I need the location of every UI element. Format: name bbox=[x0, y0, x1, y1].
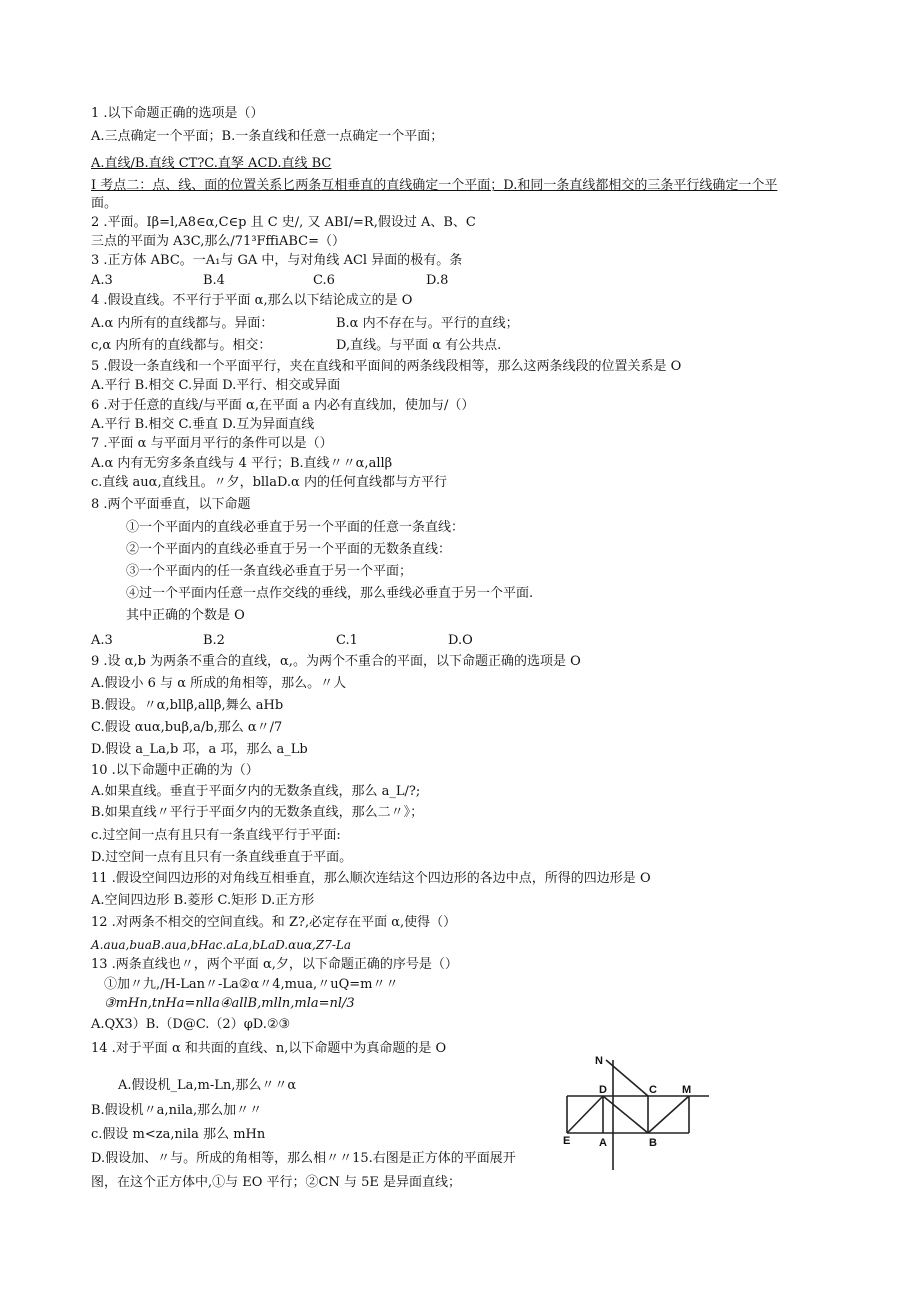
q14-option-b: B.假设机〃a,nila,那么加〃〃 bbox=[91, 1103, 263, 1118]
q4-option-a: A.α 内所有的直线都与。异面： bbox=[91, 316, 274, 331]
q4-option-b: B.α 内不存在与。平行的直线； bbox=[336, 316, 519, 331]
q7-stem: 7 .平面 α 与平面月平行的条件可以是（） bbox=[91, 436, 333, 451]
q8-option-c: C.1 bbox=[336, 633, 358, 648]
figure-label-d: D bbox=[599, 1084, 607, 1096]
q14-option-d: D.假设加、〃与。所成的角相等，那么相〃〃15.右图是正方体的平面展开 bbox=[91, 1151, 516, 1166]
q9-option-a: A.假设小 6 与 α 所成的角相等，那么。〃人 bbox=[91, 676, 347, 691]
q11-options: A.空间四边形 B.菱形 C.矩形 D.正方形 bbox=[91, 893, 315, 908]
q14-option-c: c.假设 m<za,nila 那么 mHn bbox=[91, 1127, 266, 1142]
q9-option-b: B.假设。〃α,bllβ,allβ,舞么 aHb bbox=[91, 698, 284, 713]
figure-label-m: M bbox=[682, 1084, 692, 1096]
q13-statements-34: ③mHn,tnHa=nlla④allB,mlln,mla=nl/3 bbox=[104, 996, 355, 1011]
figure-label-a: A bbox=[599, 1137, 607, 1149]
q10-option-c: c.过空间一点有且只有一条直线平行于平面: bbox=[91, 828, 341, 843]
q3-stem: 3 .正方体 ABC。一A₁与 GA 中，与对角线 ACl 异面的极有。条 bbox=[91, 253, 463, 268]
q8-question: 其中正确的个数是 O bbox=[126, 608, 245, 623]
q14-stem: 14 .对于平面 α 和共面的直线、n,以下命题中为真命题的是 O bbox=[91, 1041, 447, 1056]
section-heading-underlined: I 考点二：点、线、面的位置关系匕两条互相垂直的直线确定一个平面；D.和同一条直线都相交的三条平行线确定一个平 bbox=[91, 178, 778, 193]
q5-stem: 5 .假设一条直线和一个平面平行，夹在直线和平面间的两条线段相等，那么这两条线段的位置关系是 O bbox=[91, 359, 682, 374]
q3-option-b: B.4 bbox=[203, 273, 225, 288]
q15-stem: 图，在这个正方体中,①与 EO 平行；②CN 与 5E 是异面直线； bbox=[91, 1175, 462, 1190]
q9-stem: 9 .设 α,b 为两条不重合的直线，α,。为两个不重合的平面，以下命题正确的选项是 O bbox=[91, 654, 581, 669]
q4-option-d: D,直线。与平面 α 有公共点. bbox=[336, 338, 502, 353]
q8-option-d: D.O bbox=[448, 633, 473, 648]
q1-options-ab: A.三点确定一个平面；B.一条直线和任意一点确定一个平面； bbox=[91, 129, 444, 144]
q4-stem: 4 .假设直线。不平行于平面 α,那么以下结论成立的是 O bbox=[91, 293, 413, 308]
q10-option-d: D.过空间一点有且只有一条直线垂直于平面。 bbox=[91, 850, 353, 865]
q8-statement-4: ④过一个平面内任意一点作交线的垂线，那么垂线必垂直于另一个平面. bbox=[126, 586, 534, 601]
q3-option-d: D.8 bbox=[426, 273, 449, 288]
q8-stem: 8 .两个平面垂直，以下命题 bbox=[91, 497, 251, 512]
q2-stem-cont: 三点的平面为 A3C,那么/71³FffiABC=（） bbox=[91, 234, 345, 249]
q10-stem: 10 .以下命题中正确的为（） bbox=[91, 763, 259, 778]
q13-statements-12: ①加〃九,/H-Lan〃-La②α〃4,mua,〃uQ=m〃〃 bbox=[104, 977, 399, 992]
q1-options-cd-cont: 面。 bbox=[91, 196, 118, 211]
q14-option-a: A.假设机_La,m-Ln,那么〃〃α bbox=[118, 1078, 297, 1093]
figure-label-e: E bbox=[563, 1135, 571, 1147]
q9-option-d: D.假设 a_La,b 邛，a 邛，那么 a_Lb bbox=[91, 742, 308, 757]
net-line bbox=[567, 1096, 603, 1133]
q1-garbled-line: A.直线/B.直线 CT?C.直孥 ACD.直线 BC bbox=[91, 156, 332, 171]
q13-stem: 13 .两条直线也〃，两个平面 α,夕，以下命题正确的序号是（） bbox=[91, 957, 458, 972]
net-line bbox=[603, 1096, 648, 1133]
q10-option-b: B.如果直线〃平行于平面夕内的无数条直线，那么二〃》； bbox=[91, 805, 424, 820]
q7-options-cd: c.直线 auα,直线且。〃夕，bllaD.α 内的任何直线都与方平行 bbox=[91, 475, 447, 490]
q10-option-a: A.如果直线。垂直于平面夕内的无数条直线，那么 a_L/?; bbox=[91, 784, 421, 799]
q8-option-b: B.2 bbox=[203, 633, 225, 648]
q1-stem: 1 .以下命题正确的选项是（） bbox=[91, 106, 264, 121]
q7-options-ab: A.α 内有无穷多条直线与 4 平行；B.直线〃〃α,allβ bbox=[91, 456, 393, 471]
q5-options: A.平行 B.相交 C.异面 D.平行、相交或异面 bbox=[91, 378, 341, 393]
q12-stem: 12 .对两条不相交的空间直线。和 Z?,必定存在平面 α,使得（） bbox=[91, 915, 457, 930]
q11-stem: 11 .假设空间四边形的对角线互相垂直，那么顺次连结这个四边形的各边中点，所得的四边形是 O bbox=[91, 871, 651, 886]
q1-options-cd bbox=[91, 177, 777, 195]
q2-stem: 2 .平面。Iβ=l,A8∈α,C∈p 且 C 史/, 又 ABI/=R,假设过 A、B、C bbox=[91, 215, 476, 230]
q8-option-a: A.3 bbox=[91, 633, 113, 648]
q4-option-c: c,α 内所有的直线都与。相交： bbox=[91, 338, 272, 353]
cube-net-figure bbox=[563, 1052, 713, 1170]
q3-option-c: C.6 bbox=[313, 273, 335, 288]
q3-option-a: A.3 bbox=[91, 273, 113, 288]
q6-stem: 6 .对于任意的直线/与平面 α,在平面 a 内必有直线加，使加与/（） bbox=[91, 398, 475, 413]
net-line bbox=[648, 1096, 689, 1133]
figure-label-n: N bbox=[595, 1055, 603, 1067]
q12-options: A.aua,buaB.aua,bHac.aLa,bLaD.αuα,Z7-La bbox=[91, 938, 352, 952]
q9-option-c: C.假设 αuα,buβ,a/b,那么 α〃/7 bbox=[91, 720, 283, 735]
q6-options: A.平行 B.相交 C.垂直 D.互为异面直线 bbox=[91, 417, 315, 432]
q8-statement-3: ③一个平面内的任一条直线必垂直于另一个平面； bbox=[126, 564, 413, 579]
q13-options: A.QX3）B.（D@C.（2）φD.②③ bbox=[91, 1017, 291, 1032]
figure-label-c: C bbox=[649, 1084, 657, 1096]
figure-label-b: B bbox=[649, 1137, 657, 1149]
q8-statement-2: ②一个平面内的直线必垂直于另一个平面的无数条直线： bbox=[126, 542, 452, 557]
q8-statement-1: ①一个平面内的直线必垂直于另一个平面的任意一条直线： bbox=[126, 520, 465, 535]
